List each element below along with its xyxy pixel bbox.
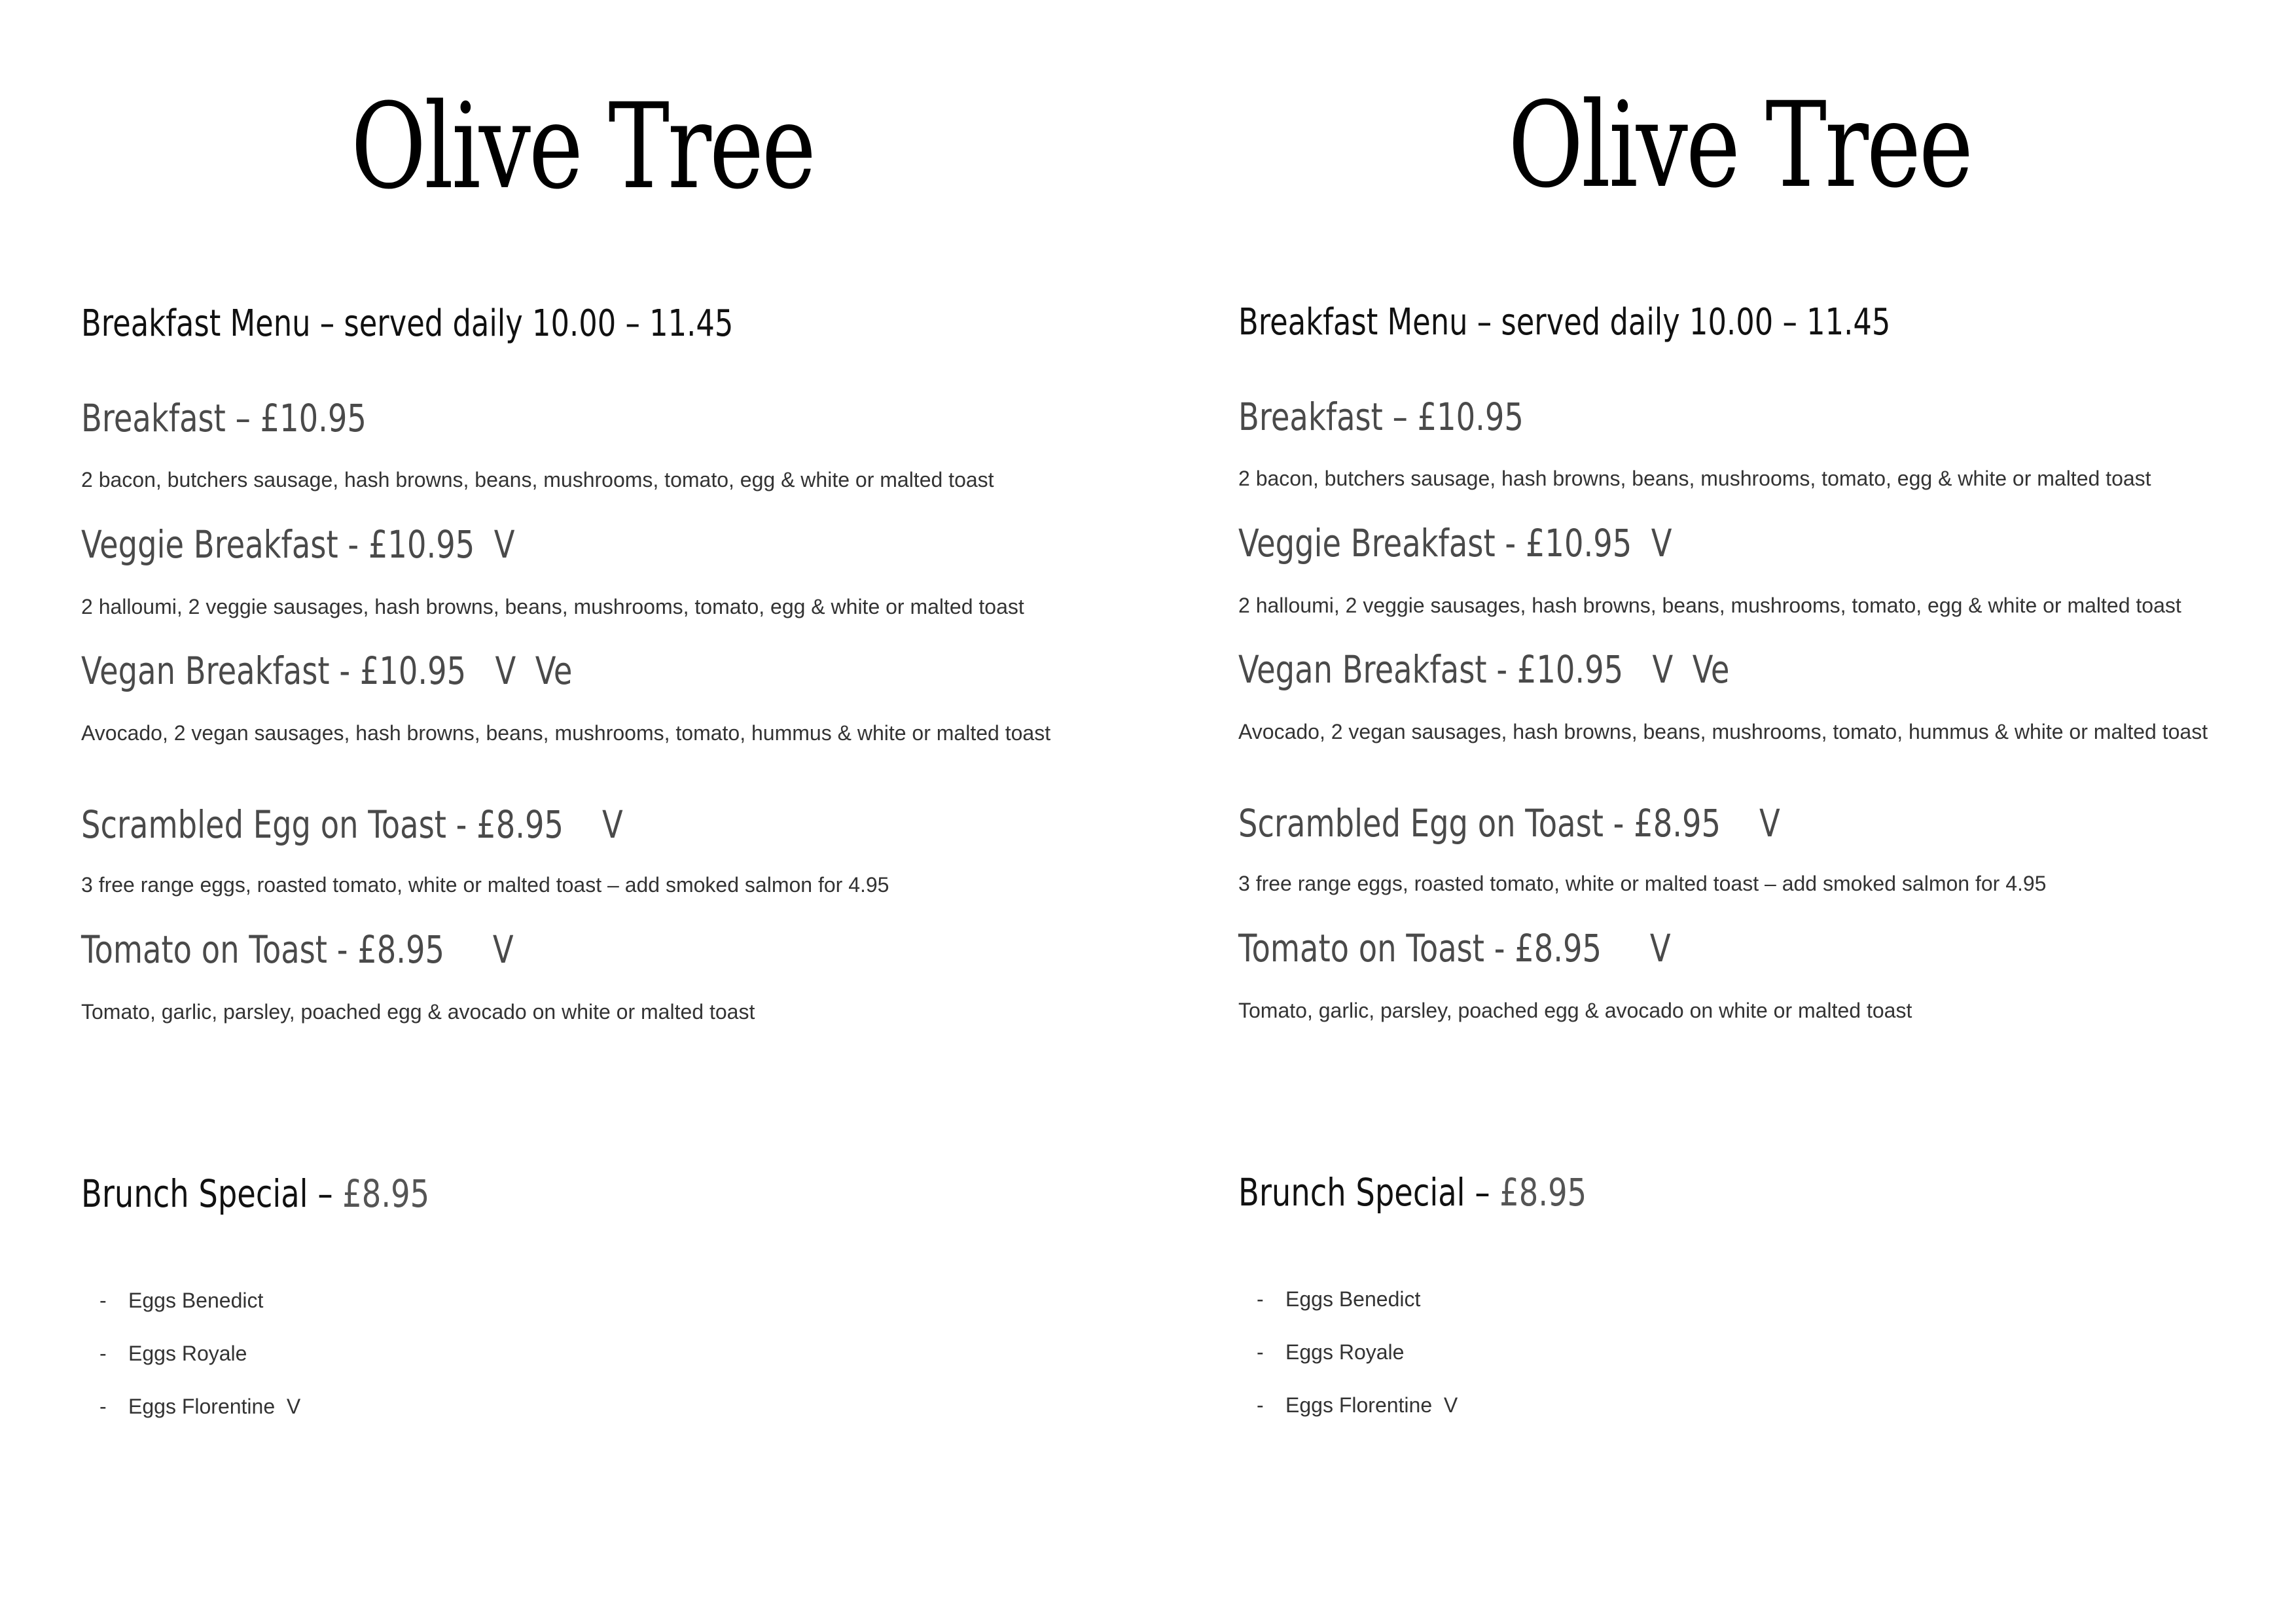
brunch-price: £8.95 (1499, 1170, 1587, 1215)
brunch-option-label: Eggs Benedict (128, 1289, 264, 1312)
brunch-option (1257, 1393, 1458, 1418)
brunch-price: £8.95 (342, 1171, 430, 1216)
brunch-option-label: Eggs Royale (128, 1342, 247, 1365)
brunch-label: Brunch Special – (81, 1171, 343, 1216)
list-dash: - (1257, 1287, 1264, 1311)
menu-item-description: 2 halloumi, 2 veggie sausages, hash browns, beans, mushrooms, tomato, egg & white or malted toast (81, 595, 1024, 618)
menu-item-title: Veggie Breakfast - £10.95 V (81, 522, 515, 567)
menu-item-title: Tomato on Toast - £8.95 V (81, 927, 514, 972)
brunch-option-label: Eggs Florentine V (1285, 1393, 1458, 1417)
restaurant-title: Olive Tree (1508, 77, 1971, 214)
restaurant-title: Olive Tree (351, 79, 814, 215)
brunch-label: Brunch Special – (1238, 1170, 1500, 1215)
brunch-option-label: Eggs Florentine V (128, 1395, 301, 1418)
menu-item-description: 3 free range eggs, roasted tomato, white or malted toast – add smoked salmon for 4.95 (1238, 872, 2047, 895)
menu-item-title: Scrambled Egg on Toast - £8.95 V (81, 802, 623, 847)
list-dash: - (1257, 1393, 1264, 1417)
menu-item-title: Vegan Breakfast - £10.95 V Ve (81, 649, 573, 693)
brunch-special-heading (1238, 1170, 1587, 1215)
brunch-option (99, 1342, 247, 1366)
menu-item-description: Tomato, garlic, parsley, poached egg & avocado on white or malted toast (1238, 999, 1912, 1022)
brunch-option (1257, 1287, 1420, 1311)
brunch-option-label: Eggs Royale (1285, 1340, 1405, 1364)
menu-item-description: Tomato, garlic, parsley, poached egg & avocado on white or malted toast (81, 1000, 755, 1024)
menu-item-description: Avocado, 2 vegan sausages, hash browns, beans, mushrooms, tomato, hummus & white or malted toast (81, 721, 1051, 745)
menu-item-description: Avocado, 2 vegan sausages, hash browns, beans, mushrooms, tomato, hummus & white or malted toast (1238, 720, 2208, 743)
menu-page-right (1157, 0, 2296, 1622)
list-dash: - (99, 1342, 107, 1365)
brunch-option-label: Eggs Benedict (1285, 1287, 1421, 1311)
brunch-option (99, 1289, 263, 1313)
menu-item-description: 2 bacon, butchers sausage, hash browns, beans, mushrooms, tomato, egg & white or malted toast (1238, 467, 2151, 490)
menu-item-title: Breakfast – £10.95 (1238, 395, 1524, 439)
list-dash: - (1257, 1340, 1264, 1364)
menu-item-description: 2 bacon, butchers sausage, hash browns, beans, mushrooms, tomato, egg & white or malted toast (81, 468, 994, 491)
menu-item-title: Scrambled Egg on Toast - £8.95 V (1238, 801, 1780, 846)
menu-subheading: Breakfast Menu – served daily 10.00 – 11.45 (81, 302, 734, 345)
brunch-option (1257, 1340, 1404, 1364)
list-dash: - (99, 1289, 107, 1312)
menu-item-title: Tomato on Toast - £8.95 V (1238, 926, 1671, 971)
menu-item-title: Vegan Breakfast - £10.95 V Ve (1238, 647, 1730, 692)
menu-item-title: Breakfast – £10.95 (81, 396, 367, 440)
menu-subheading: Breakfast Menu – served daily 10.00 – 11.45 (1238, 301, 1891, 344)
brunch-option (99, 1395, 300, 1419)
menu-item-description: 2 halloumi, 2 veggie sausages, hash browns, beans, mushrooms, tomato, egg & white or malted toast (1238, 594, 2181, 617)
brunch-special-heading (81, 1171, 429, 1216)
menu-item-title: Veggie Breakfast - £10.95 V (1238, 521, 1672, 565)
menu-item-description: 3 free range eggs, roasted tomato, white or malted toast – add smoked salmon for 4.95 (81, 873, 889, 897)
list-dash: - (99, 1395, 107, 1418)
